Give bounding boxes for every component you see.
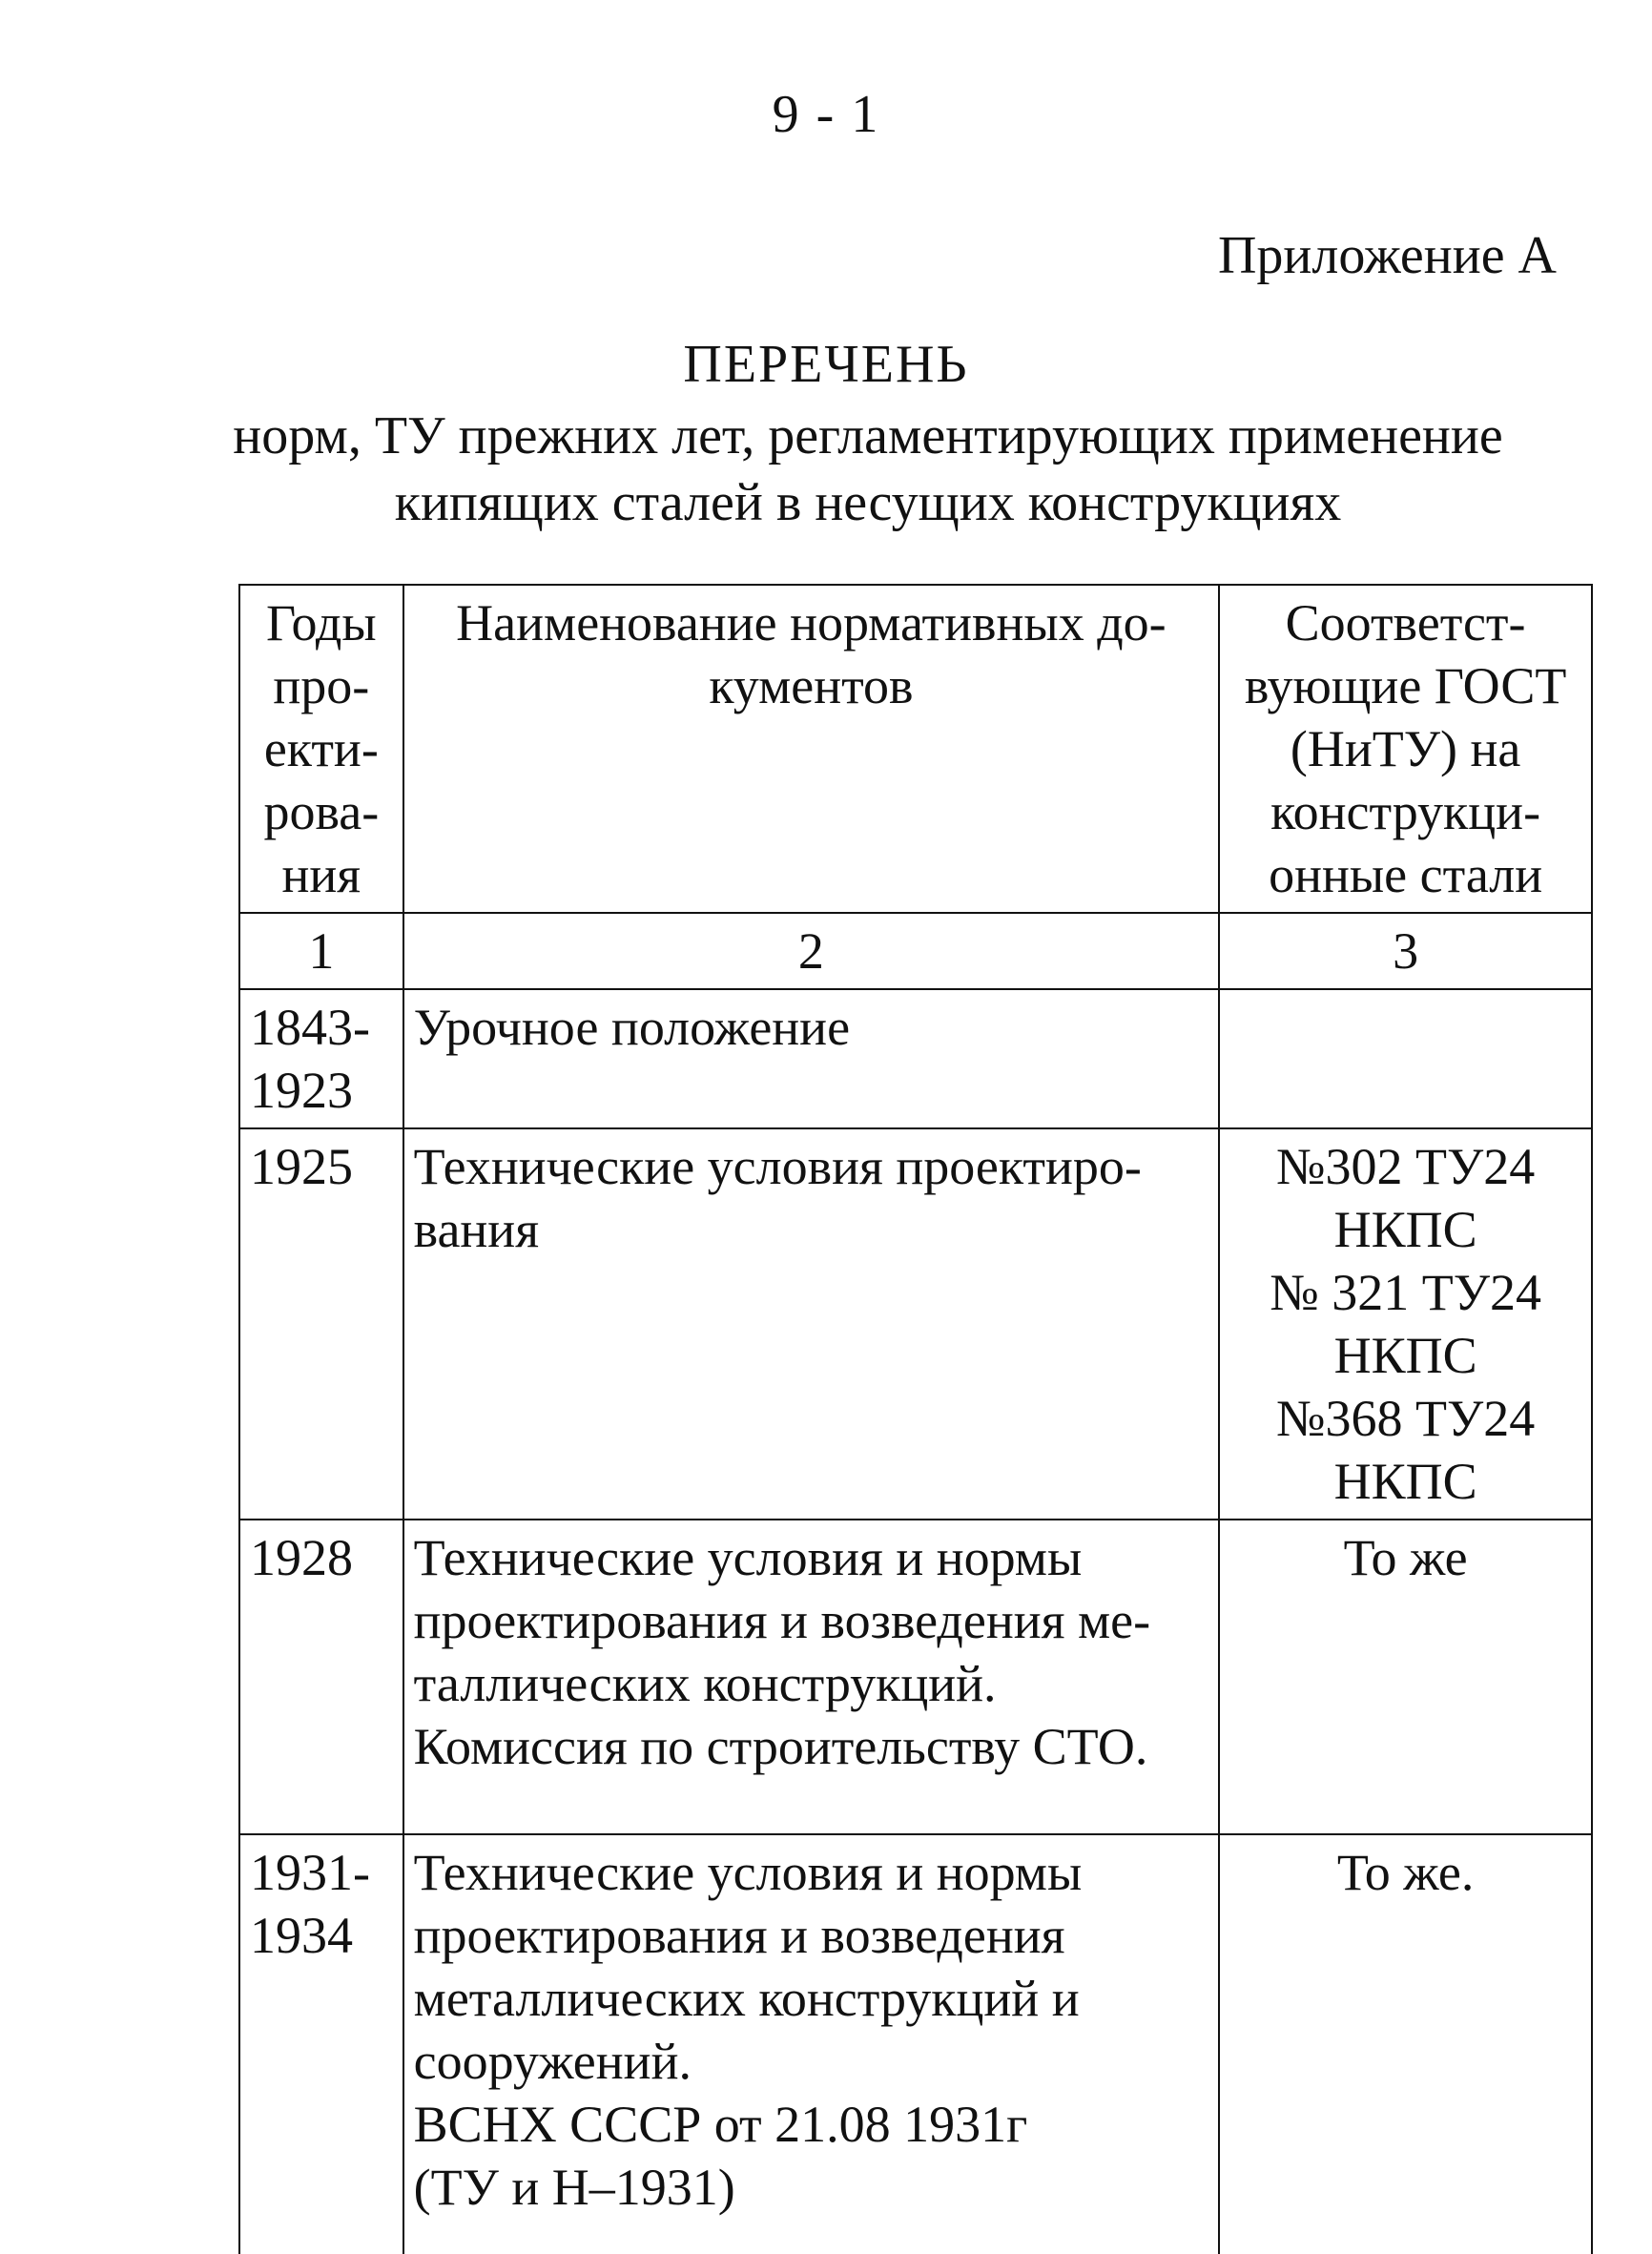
appendix-label: Приложение А: [1217, 226, 1557, 285]
document-subtitle: [162, 403, 1574, 536]
document-cell: [403, 989, 1220, 1128]
norms-table: [238, 584, 1593, 2254]
column-number-row: [239, 913, 1592, 989]
year-cell: [239, 1128, 403, 1520]
document-text: сооружений.: [413, 2033, 692, 2090]
header-text: Соответст-: [1285, 594, 1526, 651]
gost-text: №302 ТУ24: [1275, 1138, 1536, 1195]
document-text: Урочное положение: [413, 999, 851, 1056]
document-title: ПЕРЕЧЕНЬ: [683, 335, 969, 394]
document-text: проектирования и возведения ме-: [413, 1592, 1151, 1649]
header-text: онные стали: [1269, 846, 1543, 903]
column-number: 1: [239, 913, 403, 989]
document-cell: [403, 1834, 1220, 2254]
header-text: (НиТУ) на: [1290, 720, 1521, 777]
year-text: 1928: [250, 1529, 353, 1586]
year-text: 1934: [250, 1907, 353, 1964]
table-row: [239, 1834, 1592, 2254]
gost-cell: [1219, 1520, 1592, 1834]
gost-text: То же: [1343, 1529, 1468, 1586]
header-text: вующие ГОСТ: [1244, 657, 1567, 714]
year-text: 1931-: [250, 1844, 370, 1901]
year-text: 1923: [250, 1062, 353, 1119]
document-text: Технические условия и нормы: [413, 1529, 1083, 1586]
year-text: 1925: [250, 1138, 353, 1195]
document-text: таллических конструкций.: [413, 1655, 997, 1712]
header-gost: [1219, 585, 1592, 913]
header-text: рова-: [263, 783, 380, 840]
year-cell: [239, 989, 403, 1128]
subtitle-line: кипящих сталей в несущих конструкциях: [394, 473, 1342, 532]
header-documents: [403, 585, 1220, 913]
document-cell: [403, 1520, 1220, 1834]
table-row: [239, 1520, 1592, 1834]
year-text: 1843-: [250, 999, 370, 1056]
table-row: [239, 1128, 1592, 1520]
document-text: (ТУ и Н–1931): [413, 2159, 735, 2216]
gost-text: НКПС: [1333, 1327, 1477, 1384]
document-text: проектирования и возведения: [413, 1907, 1065, 1964]
gost-text: То же.: [1336, 1844, 1475, 1901]
gost-text: НКПС: [1333, 1453, 1477, 1510]
gost-cell: [1219, 1834, 1592, 2254]
header-text: конструкци-: [1270, 783, 1541, 840]
document-text: Комиссия по строительству СТО.: [413, 1718, 1148, 1775]
header-text: Наименование нормативных до-: [456, 594, 1167, 651]
gost-text: №368 ТУ24: [1275, 1390, 1536, 1447]
subtitle-line: норм, ТУ прежних лет, регламентирующих применение: [233, 406, 1503, 465]
gost-cell: [1219, 989, 1592, 1128]
document-text: вания: [413, 1201, 540, 1258]
header-text: Годы: [265, 594, 377, 651]
gost-text: № 321 ТУ24: [1270, 1264, 1541, 1321]
gost-text: НКПС: [1333, 1201, 1477, 1258]
column-number: 2: [403, 913, 1220, 989]
table-row: [239, 989, 1592, 1128]
gost-cell: [1219, 1128, 1592, 1520]
document-text: ВСНХ СССР от 21.08 1931г: [413, 2096, 1028, 2153]
column-number: 3: [1219, 913, 1592, 989]
document-text: металлических конструкций и: [413, 1970, 1080, 2027]
page-number: 9 - 1: [772, 85, 880, 144]
document-text: Технические условия и нормы: [413, 1844, 1083, 1901]
table-header-row: [239, 585, 1592, 913]
document-cell: [403, 1128, 1220, 1520]
header-text: кументов: [709, 657, 914, 714]
year-cell: [239, 1520, 403, 1834]
header-years: [239, 585, 403, 913]
year-cell: [239, 1834, 403, 2254]
document-text: Технические условия проектиро-: [413, 1138, 1142, 1195]
header-text: екти-: [263, 720, 379, 777]
header-text: про-: [273, 657, 370, 714]
header-text: ния: [281, 846, 361, 903]
